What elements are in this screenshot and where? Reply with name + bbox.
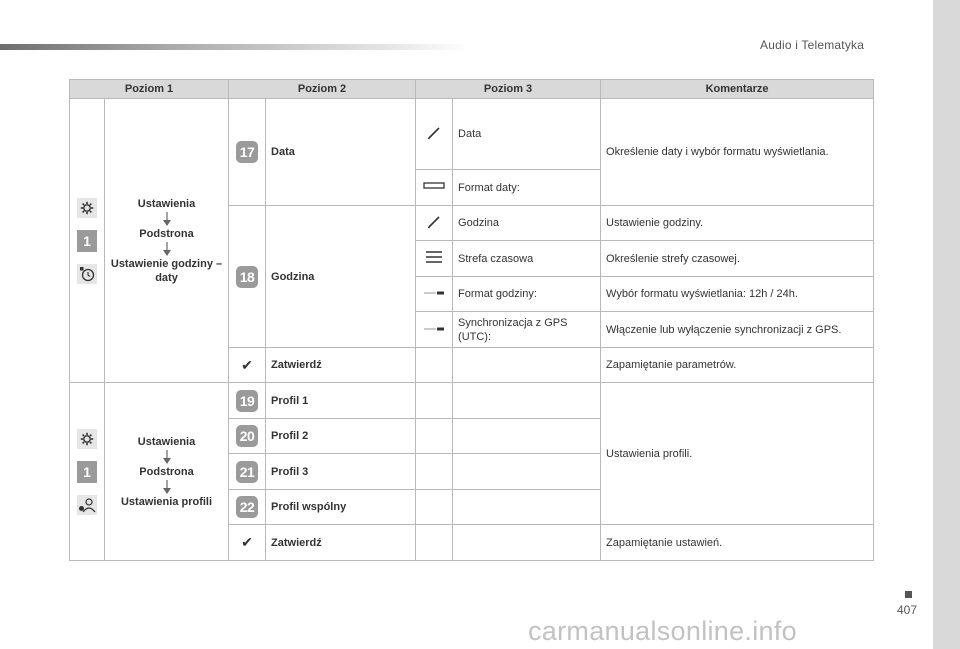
number-badge: 21 <box>236 461 258 483</box>
page-marker <box>905 591 912 598</box>
settings-gear-icon <box>77 429 97 449</box>
profile-user-icon <box>77 495 97 515</box>
number-badge: 19 <box>236 390 258 412</box>
column-header-comments: Komentarze <box>601 80 874 99</box>
column-header-level-1: Poziom 1 <box>70 80 229 99</box>
side-strip <box>933 0 960 649</box>
toggle-icon <box>423 289 445 297</box>
clock-settings-icon <box>77 264 97 284</box>
toggle-icon-cell <box>416 277 453 312</box>
toggle-icon-cell <box>416 312 453 348</box>
settings-gear-icon <box>77 198 97 218</box>
number-badge: 20 <box>236 425 258 447</box>
number-badge: 17 <box>236 141 258 163</box>
level1-icons <box>70 383 105 561</box>
menu-path-profiles <box>105 383 229 561</box>
level2-date: Data <box>266 99 416 206</box>
comment-timezone: Określenie strefy czasowej. <box>601 241 874 277</box>
comment-gps-sync: Włączenie lub wyłączenie synchronizacji z GPS. <box>601 312 874 348</box>
pencil-icon <box>426 125 442 141</box>
row-number-18 <box>229 206 266 348</box>
pencil-icon-cell <box>416 99 453 170</box>
checkmark-icon: ✔ <box>241 534 253 550</box>
level3-time-format: Format godziny: <box>453 277 601 312</box>
level2-shared-profile: Profil wspólny <box>266 490 416 525</box>
path-step-settings: Ustawienia <box>137 435 196 448</box>
table-header-row <box>70 80 874 99</box>
comment-date: Określenie daty i wybór formatu wyświetlania. <box>601 99 874 206</box>
pencil-icon <box>426 214 442 230</box>
list-menu-icon <box>425 250 443 264</box>
path-step-settings: Ustawienia <box>137 197 196 210</box>
level3-gps-sync: Synchronizacja z GPS (UTC): <box>453 312 601 348</box>
menu-icon-cell <box>416 241 453 277</box>
level1-badge: 1 <box>77 461 97 483</box>
page-header-title: Audio i Telematyka <box>760 38 865 52</box>
header-decorative-bar <box>0 44 470 50</box>
comment-profiles: Ustawienia profili. <box>601 383 874 525</box>
row-number-17 <box>229 99 266 206</box>
toggle-icon <box>423 325 445 333</box>
column-header-level-3: Poziom 3 <box>416 80 601 99</box>
level1-badge: 1 <box>77 230 97 252</box>
level3-timezone: Strefa czasowa <box>453 241 601 277</box>
comment-confirm-parameters: Zapamiętanie parametrów. <box>601 348 874 383</box>
confirm-check-cell <box>229 348 266 383</box>
confirm-check-cell <box>229 525 266 561</box>
arrow-down-icon <box>162 212 172 226</box>
number-badge: 22 <box>236 496 258 518</box>
level2-time: Godzina <box>266 206 416 348</box>
settings-menu-table <box>69 79 874 561</box>
menu-path-time-date <box>105 99 229 383</box>
pencil-icon-cell <box>416 206 453 241</box>
table-row <box>70 99 874 170</box>
level2-confirm: Zatwierdź <box>266 525 416 561</box>
level2-profile-1: Profil 1 <box>266 383 416 419</box>
checkmark-icon: ✔ <box>241 356 253 373</box>
level3-date-format: Format daty: <box>453 170 601 206</box>
table-row <box>70 383 874 419</box>
level3-time: Godzina <box>453 206 601 241</box>
level2-confirm: Zatwierdź <box>266 348 416 383</box>
row-number-22 <box>229 490 266 525</box>
path-step-profiles: Ustawienia profili <box>120 495 213 508</box>
comment-time-format: Wybór formatu wyświetlania: 12h / 24h. <box>601 277 874 312</box>
level3-date: Data <box>453 99 601 170</box>
dropdown-list-icon <box>423 181 445 191</box>
path-step-subpage: Podstrona <box>139 227 194 240</box>
arrow-down-icon <box>162 450 172 464</box>
comment-time: Ustawienie godziny. <box>601 206 874 241</box>
page-number: 407 <box>897 603 918 617</box>
list-icon-cell <box>416 170 453 206</box>
row-number-20 <box>229 419 266 454</box>
level2-profile-3: Profil 3 <box>266 454 416 490</box>
level2-profile-2: Profil 2 <box>266 419 416 454</box>
path-step-subpage: Podstrona <box>139 465 194 478</box>
number-badge: 18 <box>236 266 258 288</box>
column-header-level-2: Poziom 2 <box>229 80 416 99</box>
path-step-time-date: Ustawienie godziny – daty <box>110 257 223 284</box>
level1-icons <box>70 99 105 383</box>
watermark: carmanualsonline.info <box>528 616 797 646</box>
row-number-19 <box>229 383 266 419</box>
comment-confirm-settings: Zapamiętanie ustawień. <box>601 525 874 561</box>
arrow-down-icon <box>162 480 172 494</box>
row-number-21 <box>229 454 266 490</box>
arrow-down-icon <box>162 242 172 256</box>
